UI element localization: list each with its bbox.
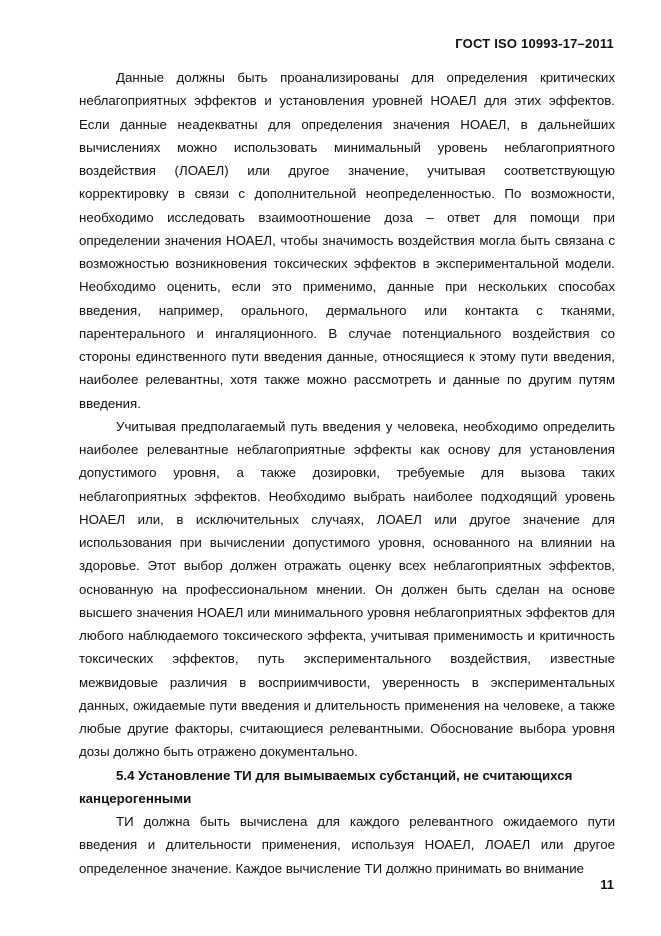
section-heading: 5.4 Установление ТИ для вымываемых субстанций, не считающихся канцерогенными <box>79 767 573 806</box>
document-body <box>79 66 615 880</box>
paragraph-route-selection: Учитывая предполагаемый путь введения у человека, необходимо определить наиболее релевантные неблагоприятные эффекты как основу для установления допустимого уровня, а также дозировки, требуемые для вызова таких неблагоприятных эффектов. Необходимо выбрать наиболее подходящий уровень НОАЕЛ или, в исключительных случаях, ЛОАЕЛ или другое значение для использования при вычислении допустимого уровня, основанного на влиянии на здоровье. Этот выбор должен отражать оценку всех неблагоприятных эффектов, основанную на профессиональном мнении. Он должен быть сделан на основе высшего значения НОАЕЛ или минимального уровня неблагоприятных эффектов для любого наблюдаемого токсического эффекта, учитывая применимость и критичность токсических эффектов, путь экспериментального воздействия, известные межвидовые различия в восприимчивости, уверенность в экспериментальных данных, ожидаемые пути введения и длительность применения на человеке, а также любые другие факторы, считающиеся релевантными. Обоснование выбора уровня дозы должно быть отражено документально. <box>79 418 615 760</box>
paragraph-ti-calculation: ТИ должна быть вычислена для каждого релевантного ожидаемого пути введения и длительности применения, используя НОАЕЛ, ЛОАЕЛ или другое определенное значение. Каждое вычисление ТИ должно принимать во внимание <box>79 814 615 876</box>
paragraph-noael-analysis: Данные должны быть проанализированы для определения критических неблагоприятных эффектов и установления уровней НОАЕЛ для этих эффектов. Если данные неадекватны для определения значения НОАЕЛ, в дальнейших вычислениях можно использовать минимальный уровень неблагоприятного воздействия (ЛОАЕЛ) или другое значение, учитывая соответствующую корректировку в связи с дополнительной неопределенностью. По возможности, необходимо исследовать взаимоотношение доза – ответ для помощи при определении значения НОАЕЛ, чтобы значимость воздействия могла быть связана с возможностью возникновения токсических эффектов в экспериментальной модели. Необходимо оценить, если это применимо, данные при нескольких способах введения, например, орального, дермального или контакта с тканями, парентерального и ингаляционного. В случае потенциального воздействия со стороны единственного пути введения данные, относящиеся к этому пути введения, наиболее релевантны, хотя также можно рассмотреть и данные по другим путям введения. <box>79 70 615 411</box>
standard-header: ГОСТ ISO 10993-17–2011 <box>455 36 614 51</box>
page-number: 11 <box>600 877 614 892</box>
